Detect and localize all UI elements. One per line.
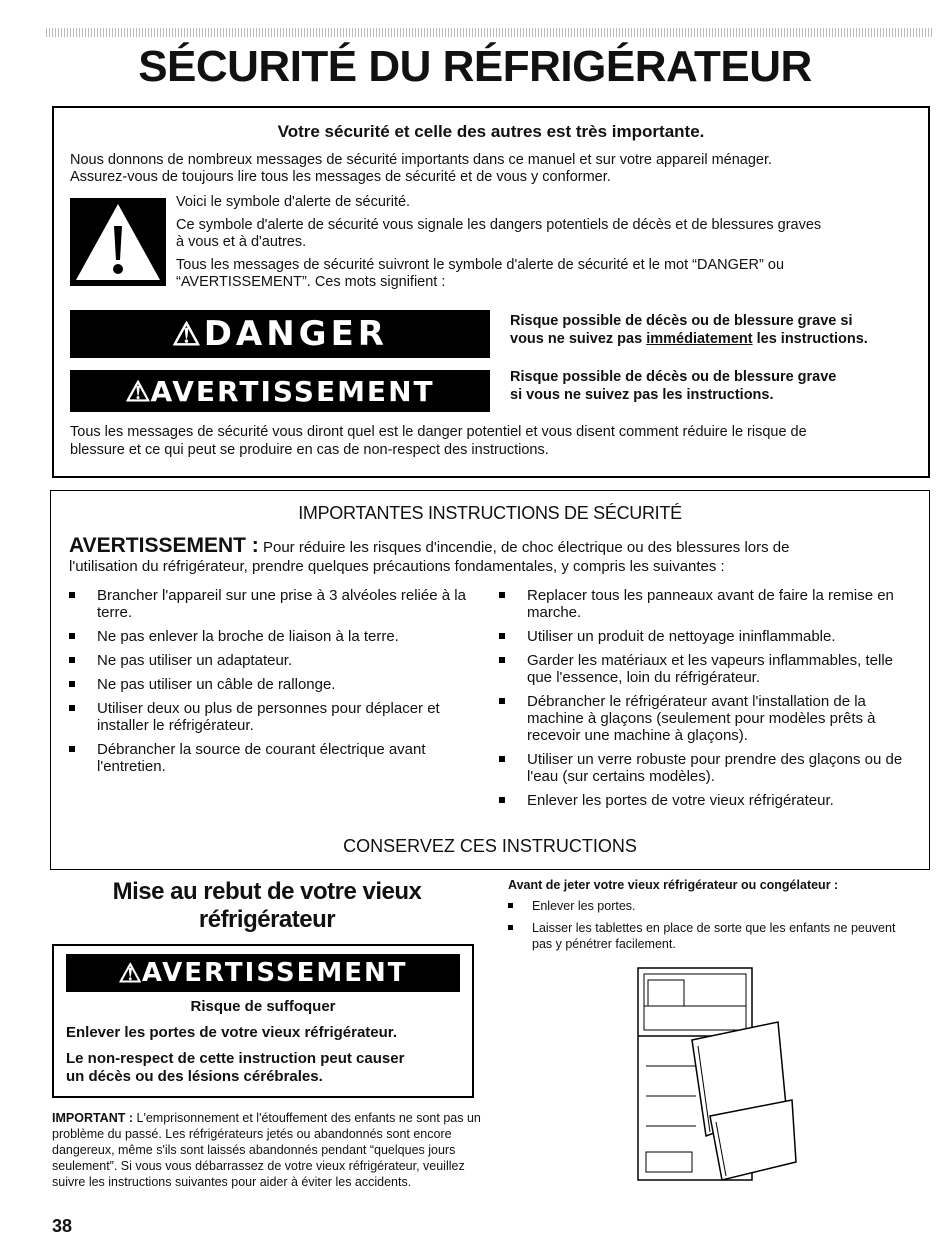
page-title: SÉCURITÉ DU RÉFRIGÉRATEUR	[138, 42, 812, 91]
precaution-item	[69, 652, 469, 669]
disposal-line-2a: Le non-respect de cette instruction peut causer	[66, 1050, 405, 1067]
precaution-item	[499, 652, 919, 686]
symbol-line-3a: Tous les messages de sécurité suivront le symbole d'alerte de sécurité et le mot “DANGER” ou	[176, 257, 785, 273]
precaution-item	[69, 700, 469, 734]
disposal-avertissement-banner	[66, 954, 460, 992]
precaution-item	[499, 587, 919, 621]
disposal-avert-label: AVERTISSEMENT	[141, 958, 408, 988]
safety-message-box	[52, 106, 930, 478]
bullet-icon	[499, 698, 505, 704]
danger-label: DANGER	[203, 314, 388, 354]
avertissement-description	[510, 368, 836, 404]
danger-text-2b: immédiatement	[646, 331, 753, 347]
precaution-item	[69, 676, 469, 693]
precaution-item-text: Ne pas utiliser un adaptateur.	[97, 652, 293, 669]
bullet-icon	[499, 797, 505, 803]
symbol-line-1: Voici le symbole d'alerte de sécurité.	[176, 194, 411, 210]
conserve-instructions: CONSERVEZ CES INSTRUCTIONS	[343, 836, 637, 856]
symbol-line-2a: Ce symbole d'alerte de sécurité vous signale les dangers potentiels de décès et de blessures graves	[176, 217, 822, 233]
precaution-item-text: Débrancher la source de courant électrique avant l'entretien.	[97, 741, 426, 775]
disposal-step-text: Laisser les tablettes en place de sorte que les enfants ne peuvent pas y pénétrer facilement.	[532, 921, 896, 951]
precaution-item	[69, 628, 469, 645]
warning-line-1	[69, 534, 790, 557]
instructions-heading: IMPORTANTES INSTRUCTIONS DE SÉCURITÉ	[298, 503, 682, 523]
precaution-item-text: Utiliser un produit de nettoyage ininflammable.	[527, 628, 836, 645]
warning-word: AVERTISSEMENT :	[69, 534, 259, 557]
avert-text-2: si vous ne suivez pas les instructions.	[510, 387, 774, 403]
bullet-icon	[499, 657, 505, 663]
important-instructions-box	[50, 490, 930, 870]
danger-warning-icon: ⚠	[172, 316, 204, 352]
page-number: 38	[52, 1216, 73, 1236]
precaution-item	[499, 792, 919, 809]
avertissement-label: AVERTISSEMENT	[150, 374, 435, 408]
precaution-item-text: Enlever les portes de votre vieux réfrigérateur.	[527, 792, 834, 809]
avertissement-banner	[70, 370, 490, 412]
disposal-line-1: Enlever les portes de votre vieux réfrigérateur.	[66, 1024, 397, 1041]
important-text: L'emprisonnement et l'étouffement des enfants ne sont pas un problème du passé. Les réfrigérateurs jetés ou abandonnés sont encore dangereux, même s'ils sont laissés abandonnés pendant “quelques jours seulement”. Si vous vous débarrassez de votre vieux réfrigérateur, veuillez suivre les instructions suivantes pour aider à éviter les accidents.	[52, 1111, 481, 1189]
precaution-item-text: Ne pas utiliser un câble de rallonge.	[97, 676, 336, 693]
disposal-step	[508, 898, 918, 914]
bullet-icon	[508, 903, 513, 908]
disposal-heading-line-1: Mise au rebut de votre vieux	[112, 878, 422, 905]
precaution-item-text: Brancher l'appareil sur une prise à 3 alvéoles reliée à la terre.	[97, 587, 466, 621]
important-label: IMPORTANT :	[52, 1111, 134, 1125]
safety-alert-icon	[70, 198, 166, 286]
warning-line-2: l'utilisation du réfrigérateur, prendre quelques précautions fondamentales, y compris les suivantes :	[69, 558, 725, 575]
bullet-icon	[69, 592, 75, 598]
precaution-item	[499, 693, 919, 744]
intro-line-1: Nous donnons de nombreux messages de sécurité importants dans ce manuel et sur votre appareil ménager.	[70, 152, 773, 168]
danger-text-2a: vous ne suivez pas	[510, 331, 647, 347]
symbol-line-3b: “AVERTISSEMENT”. Ces mots signifient :	[176, 274, 446, 290]
bullet-icon	[69, 633, 75, 639]
bullet-icon	[499, 592, 505, 598]
disposal-heading-line-2: réfrigérateur	[198, 906, 336, 933]
suffocation-warning-box	[52, 944, 474, 1098]
risk-title: Risque de suffoquer	[190, 998, 336, 1015]
disposal-step-text: Enlever les portes.	[532, 899, 636, 913]
important-paragraph	[52, 1110, 482, 1190]
bullet-icon	[69, 681, 75, 687]
precaution-item-text: Garder les matériaux et les vapeurs inflammables, telle que l'essence, loin du réfrigérateur.	[527, 652, 893, 686]
disposal-step	[508, 920, 918, 952]
disposal-heading	[52, 878, 482, 934]
precaution-item	[69, 741, 469, 775]
footer-line-1: Tous les messages de sécurité vous diront quel est le danger potentiel et vous disent comment réduire le risque de	[70, 424, 807, 440]
disposal-line-2b: un décès ou des lésions cérébrales.	[66, 1068, 323, 1085]
precaution-item-text: Utiliser deux ou plus de personnes pour déplacer et installer le réfrigérateur.	[97, 700, 440, 734]
warning-text-1: Pour réduire les risques d'incendie, de choc électrique ou des blessures lors de	[262, 539, 790, 556]
intro-line-2: Assurez-vous de toujours lire tous les messages de sécurité et de vous y conformer.	[70, 169, 611, 185]
safety-heading: Votre sécurité et celle des autres est très importante.	[277, 122, 705, 141]
precaution-item	[499, 751, 919, 785]
footer-line-2: blessure et ce qui peut se produire en cas de non-respect des instructions.	[70, 442, 549, 458]
bullet-icon	[69, 746, 75, 752]
avert-text-1: Risque possible de décès ou de blessure grave	[510, 369, 837, 385]
right-precautions-list	[499, 587, 919, 816]
disposal-warning-icon: ⚠	[118, 957, 142, 988]
bullet-icon	[69, 705, 75, 711]
precaution-item-text: Utiliser un verre robuste pour prendre des glaçons ou de l'eau (sur certains modèles).	[527, 751, 903, 785]
avertissement-warning-icon: ⚠	[125, 375, 151, 407]
bullet-icon	[499, 756, 505, 762]
symbol-line-2b: à vous et à d'autres.	[176, 234, 307, 250]
bullet-icon	[69, 657, 75, 663]
precaution-item-text: Replacer tous les panneaux avant de faire la remise en marche.	[527, 587, 894, 621]
before-heading: Avant de jeter votre vieux réfrigérateur ou congélateur :	[508, 878, 839, 892]
left-precautions-list	[69, 587, 469, 782]
danger-text-2c: les instructions.	[752, 331, 868, 347]
danger-banner	[70, 310, 490, 358]
precaution-item	[499, 628, 919, 645]
bullet-icon	[508, 925, 513, 930]
danger-text-1: Risque possible de décès ou de blessure grave si	[510, 313, 853, 329]
precaution-item-text: Débrancher le réfrigérateur avant l'installation de la machine à glaçons (seulement pour modèles prêts à recevoir une machine à glaçons).	[527, 693, 876, 744]
precaution-item-text: Ne pas enlever la broche de liaison à la terre.	[97, 628, 399, 645]
bullet-icon	[499, 633, 505, 639]
precaution-item	[69, 587, 469, 621]
fridge-illustration	[636, 966, 836, 1186]
danger-description	[510, 312, 868, 348]
top-decorative-band	[46, 28, 934, 37]
before-list	[508, 898, 918, 958]
